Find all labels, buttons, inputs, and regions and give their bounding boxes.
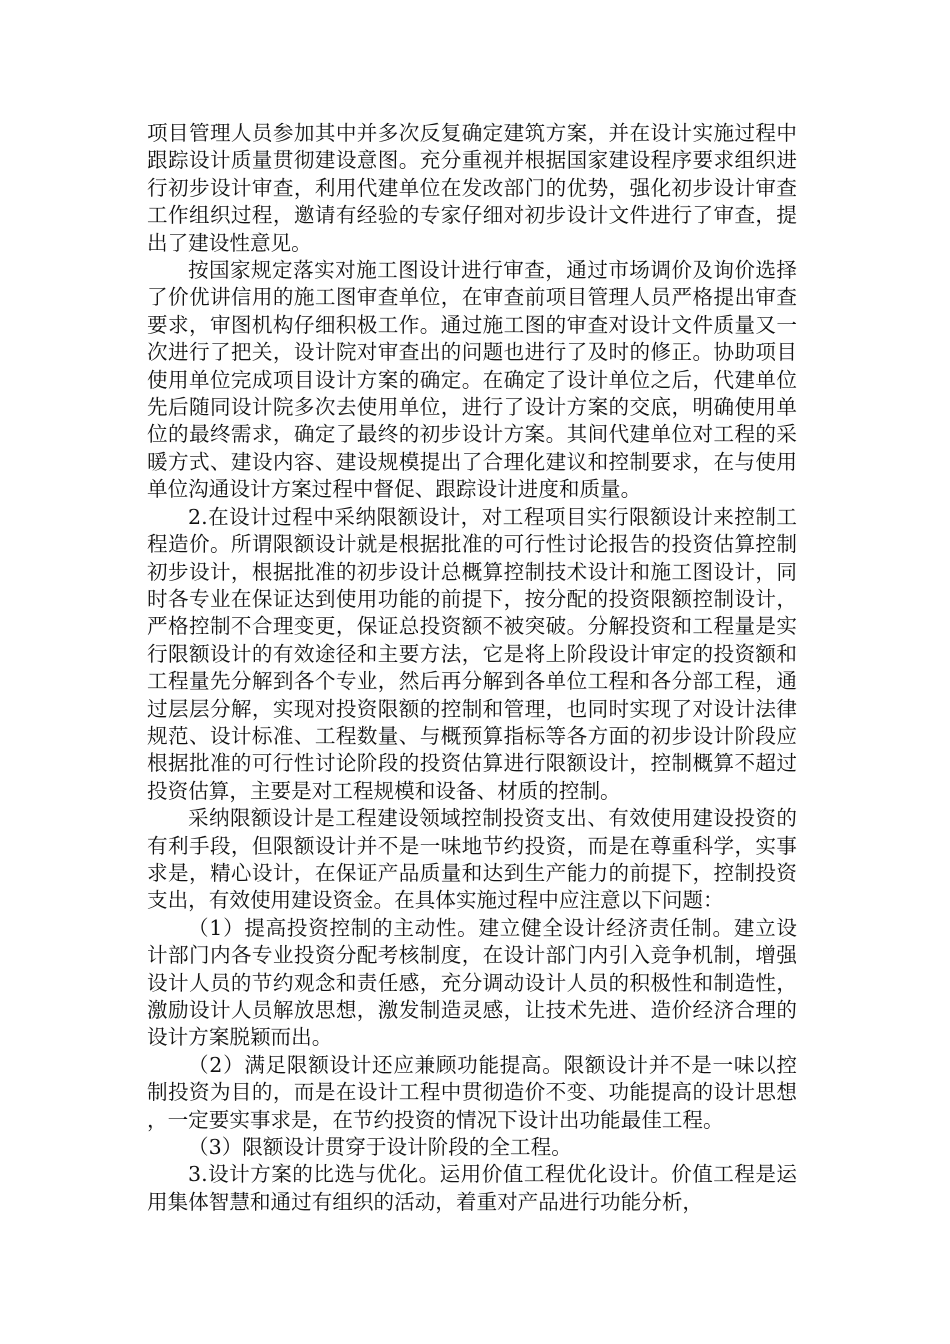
paragraph-quota-design: 2.在设计过程中采纳限额设计，对工程项目实行限额设计来控制工程造价。所谓限额设计就是根据批准的可行性讨论报告的投资估算控制初步设计，根据批准的初步设计总概算控制技术设计和施工图设计，同时各专业在保证达到使用功能的前提下，按分配的投资限额控制设计，严格控制不合理变更，保证总投资额不被突破。分解投资和工程量是实行限额设计的有效途径和主要方法，它是将上阶段设计审定的投资额和工程量先分解到各个专业，然后再分解到各单位工程和各分部工程，通过层层分解，实现对投资限额的控制和管理，也同时实现了对设计法律规范、设计标准、工程数量、与概预算指标等各方面的初步设计阶段应根据批准的可行性讨论阶段的投资估算进行限额设计，控制概算不超过投资估算，主要是对工程规模和设备、材质的控制。 <box>147 504 797 803</box>
paragraph-design-optimization: 3.设计方案的比选与优化。运用价值工程优化设计。价值工程是运用集体智慧和通过有组织的活动，着重对产品进行功能分析， <box>147 1162 797 1214</box>
paragraph-design-review: 项目管理人员参加其中并多次反复确定建筑方案，并在设计实施过程中跟踪设计质量贯彻建设意图。充分重视并根据国家建设程序要求组织进行初步设计审查，利用代建单位在发改部门的优势，强化初步设计审查工作组织过程，邀请有经验的专家仔细对初步设计文件进行了审查，提出了建设性意见。 <box>147 121 797 255</box>
paragraph-quota-design-notes: 采纳限额设计是工程建设领域控制投资支出、有效使用建设投资的有利手段，但限额设计并不是一味地节约投资，而是在尊重科学，实事求是，精心设计，在保证产品质量和达到生产能力的前提下，控制投资支出，有效使用建设资金。在具体实施过程中应注意以下问题： <box>147 806 797 913</box>
paragraph-item-2: （2）满足限额设计还应兼顾功能提高。限额设计并不是一味以控制投资为目的，而是在设计工程中贯彻造价不变、功能提高的设计思想，一定要实事求是，在节约投资的情况下设计出功能最佳工程。 <box>147 1052 797 1132</box>
paragraph-construction-drawing-review: 按国家规定落实对施工图设计进行审查，通过市场调价及询价选择了价优讲信用的施工图审查单位，在审查前项目管理人员严格提出审查要求，审图机构仔细积极工作。通过施工图的审查对设计文件质量又一次进行了把关，设计院对审查出的问题也进行了及时的修正。协助项目使用单位完成项目设计方案的确定。在确定了设计单位之后，代建单位先后随同设计院多次去使用单位，进行了设计方案的交底，明确使用单位的最终需求，确定了最终的初步设计方案。其间代建单位对工程的采暖方式、建设内容、建设规模提出了合理化建议和控制要求，在与使用单位沟通设计方案过程中督促、跟踪设计进度和质量。 <box>147 258 797 502</box>
paragraph-item-3: （3）限额设计贯穿于设计阶段的全工程。 <box>188 1135 572 1160</box>
paragraph-item-1: （1）提高投资控制的主动性。建立健全设计经济责任制。建立设计部门内各专业投资分配考核制度，在设计部门内引入竞争机制，增强设计人员的节约观念和责任感，充分调动设计人员的积极性和制造性，激励设计人员解放思想，激发制造灵感，让技术先进、造价经济合理的设计方案脱颖而出。 <box>147 915 797 1050</box>
body-text <box>147 120 797 1216</box>
